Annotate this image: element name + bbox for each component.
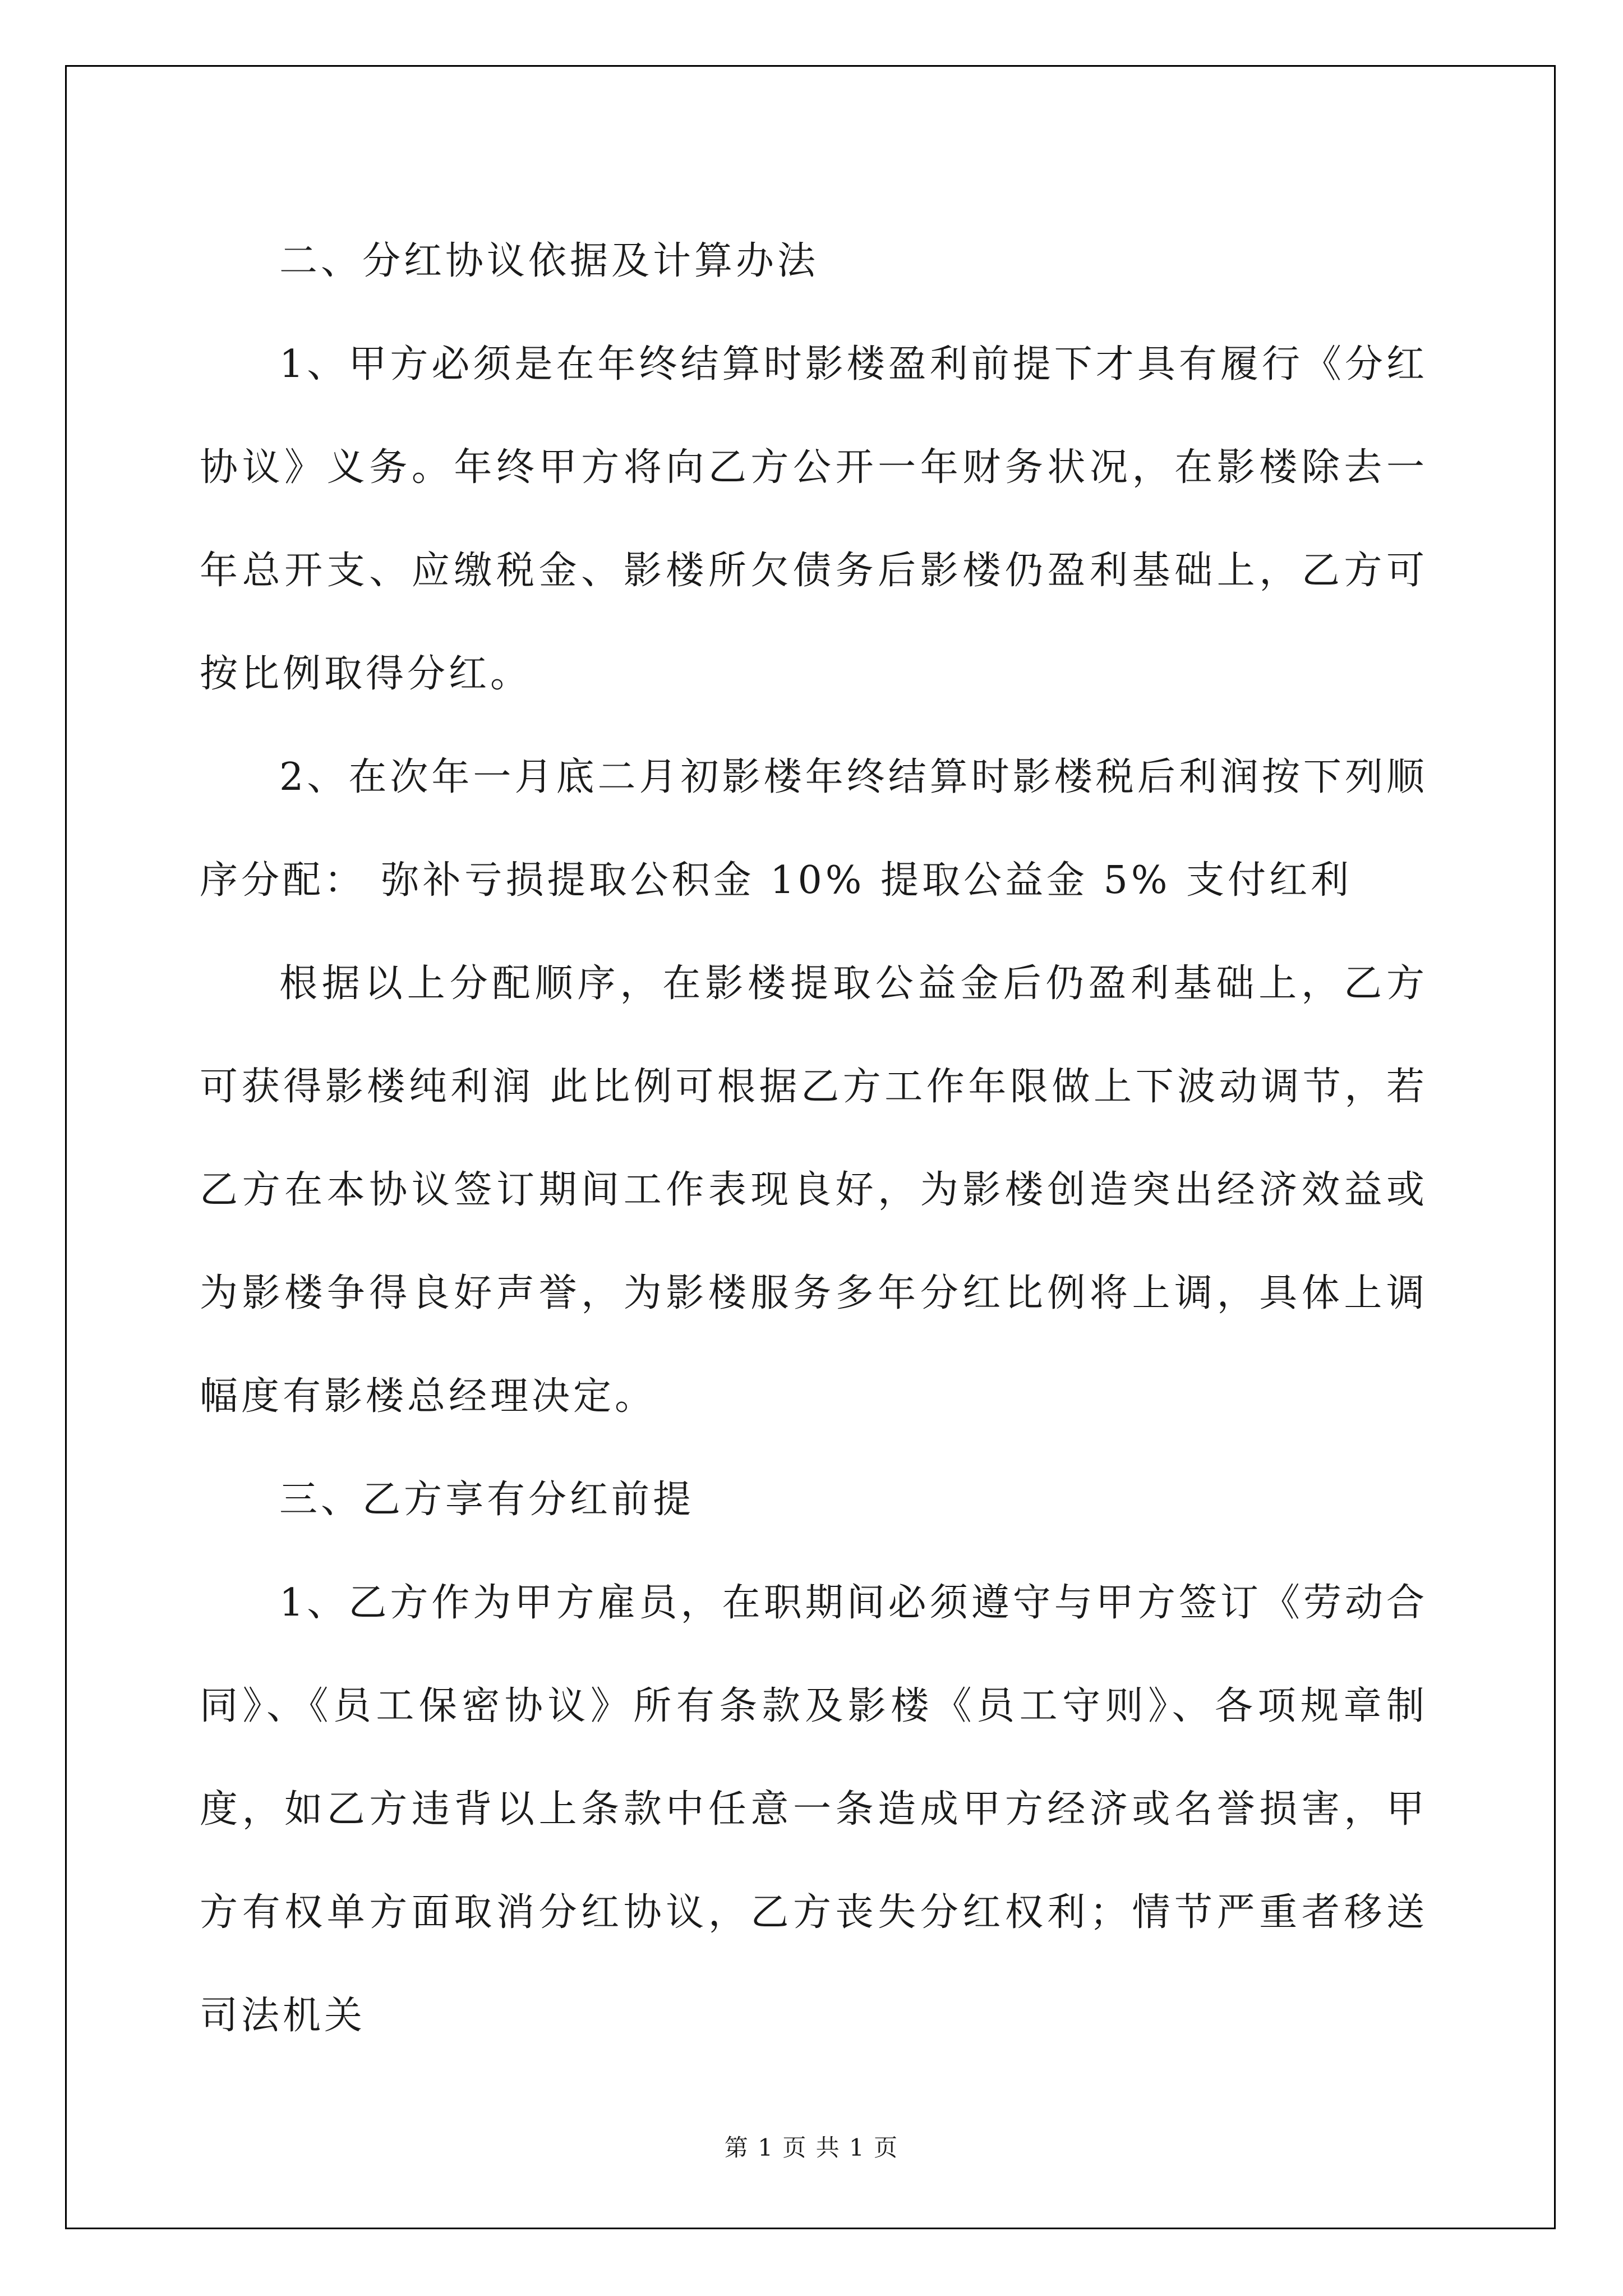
paragraph-3-1: 1、乙方作为甲方雇员，在职期间必须遵守与甲方签订《劳动合同》、《员工保密协议》所有条款及影楼《员工守则》、各项规章制度，如乙方违背以上条款中任意一条造成甲方经济或名誉损害，甲方有权单方面取消分红协议，乙方丧失分红权利；情节严重者移送司法机关 xyxy=(200,1581,1428,2038)
document-body xyxy=(200,210,1428,2068)
page-footer: 第 1 页 共 1 页 xyxy=(724,2134,899,2161)
paragraph-2-1: 1、甲方必须是在年终结算时影楼盈利前提下才具有履行《分红协议》义务。年终甲方将向乙方公开一年财务状况，在影楼除去一年总开支、应缴税金、影楼所欠债务后影楼仍盈利基础上，乙方可按比例取得分红。 xyxy=(200,342,1428,696)
paragraph-2-3: 根据以上分配顺序，在影楼提取公益金后仍盈利基础上，乙方可获得影楼纯利润 此比例可根据乙方工作年限做上下波动调节，若乙方在本协议签订期间工作表现良好，为影楼创造突出经济效益或为影楼争得良好声誉，为影楼服务多年分红比例将上调，具体上调幅度有影楼总经理决定。 xyxy=(200,961,1428,1419)
paragraph-2-2: 2、在次年一月底二月初影楼年终结算时影楼税后利润按下列顺序分配： 弥补亏损提取公积金 10% 提取公益金 5% 支付红利 xyxy=(200,755,1428,903)
section-heading-3: 三、乙方享有分红前提 xyxy=(279,1478,695,1522)
section-heading-2: 二、分红协议依据及计算办法 xyxy=(279,239,819,283)
